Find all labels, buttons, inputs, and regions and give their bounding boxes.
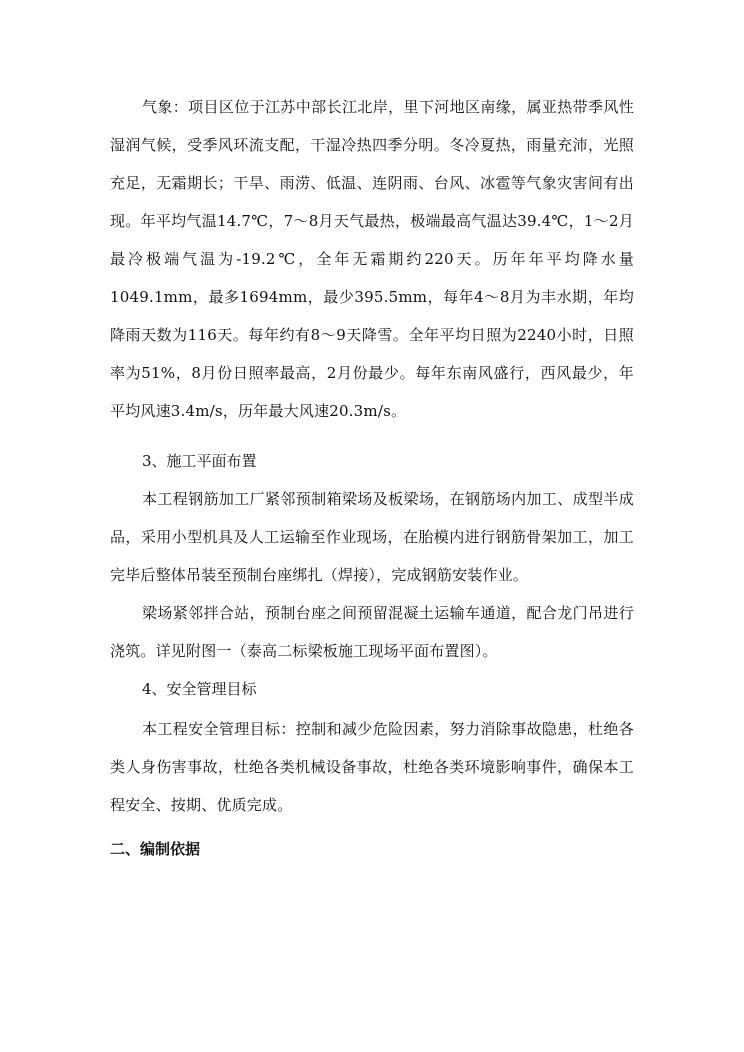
- section-3-heading: 3、施工平面布置: [142, 452, 257, 470]
- section-3-paragraph-2: 梁场紧邻拌合站，预制台座之间预留混凝土运输车通道，配合龙门吊进行浇筑。详见附图一（泰高二标梁板施工现场平面布置图）。: [110, 604, 634, 660]
- climate-paragraph: 气象：项目区位于江苏中部长江北岸，里下河地区南缘，属亚热带季风性湿润气候，受季风环流支配，干湿冷热四季分明。冬冷夏热，雨量充沛，光照充足，无霜期长；干旱、雨涝、低温、连阴雨、台风、冰雹等气象灾害间有出现。年平均气温14.7℃，7～8月天气最热，极端最高气温达39.4℃，1～2月最冷极端气温为-19.2℃，全年无霜期约220天。历年年平均降水量1049.1mm，最多1694mm，最少395.5mm，每年4～8月为丰水期，年均降雨天数为116天。每年约有8～9天降雪。全年平均日照为2240小时，日照率为51%，8月份日照率最高，2月份最少。每年东南风盛行，西风最少，年平均风速3.4m/s，历年最大风速20.3m/s。: [110, 98, 634, 420]
- section-4-paragraph: 本工程安全管理目标：控制和减少危险因素，努力消除事故隐患，杜绝各类人身伤害事故，杜绝各类机械设备事故，杜绝各类环境影响事件，确保本工程安全、按期、优质完成。: [110, 720, 634, 814]
- section-4-heading: 4、安全管理目标: [142, 680, 257, 698]
- section-3-paragraph-1: 本工程钢筋加工厂紧邻预制箱梁场及板梁场，在钢筋场内加工、成型半成品，采用小型机具及人工运输至作业现场，在胎模内进行钢筋骨架加工，加工完毕后整体吊装至预制台座绑扎（焊接），完成钢筋安装作业。: [110, 490, 634, 584]
- chapter-2-title: 二、编制依据: [110, 840, 201, 858]
